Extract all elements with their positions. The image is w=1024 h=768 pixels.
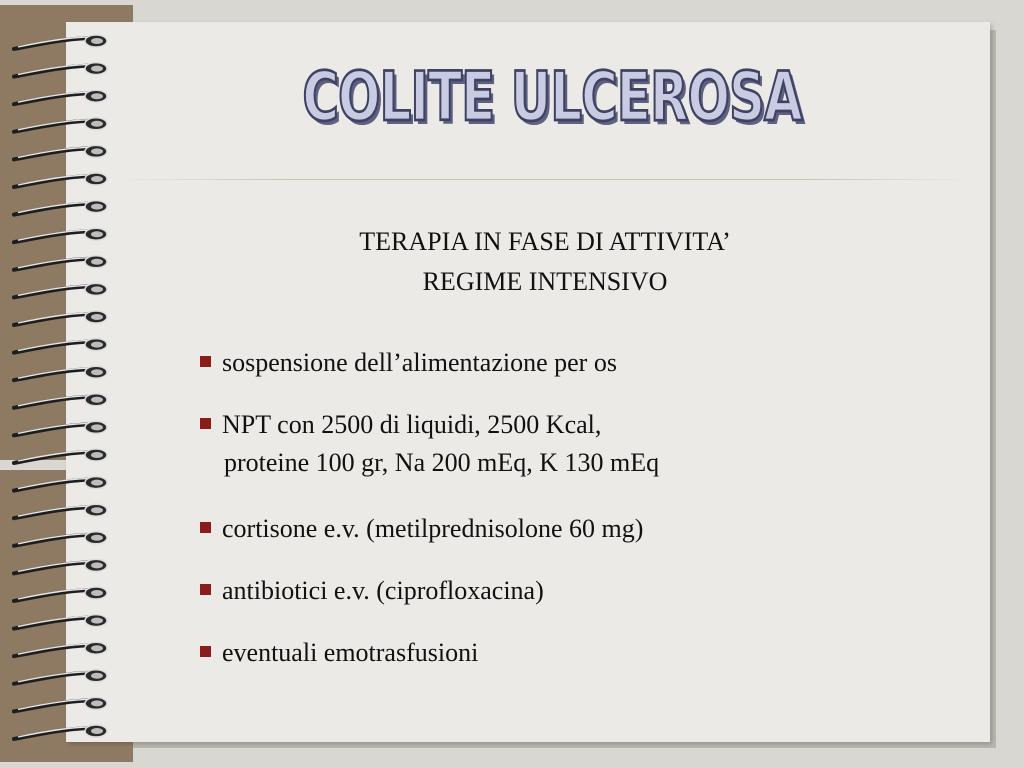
spiral-ring-icon (14, 642, 107, 656)
spiral-ring-icon (14, 559, 107, 573)
spiral-ring-icon (14, 725, 107, 739)
subtitle-line-2: REGIME INTENSIVO (422, 267, 668, 296)
spiral-ring-icon (14, 697, 107, 711)
spiral-ring-icon (14, 173, 107, 187)
square-bullet-icon (200, 522, 211, 533)
spiral-ring-icon (14, 366, 107, 380)
spiral-ring-icon (14, 283, 107, 297)
bullet-continuation: proteine 100 gr, Na 200 mEq, K 130 mEq (224, 448, 660, 477)
spiral-ring-icon (14, 145, 107, 159)
bullet-item (200, 410, 660, 477)
title-divider (120, 179, 972, 180)
spiral-ring-icon (14, 256, 107, 270)
square-bullet-icon (200, 356, 211, 367)
bullet-text: eventuali emotrasfusioni (222, 638, 479, 667)
spiral-ring-icon (14, 394, 107, 408)
spiral-ring-icon (14, 228, 107, 242)
bullet-text: antibiotici e.v. (ciprofloxacina) (222, 576, 544, 605)
spiral-ring-icon (14, 421, 107, 435)
spiral-ring-icon (14, 615, 107, 629)
subtitle-line-1: TERAPIA IN FASE DI ATTIVITA’ (359, 227, 731, 256)
bullet-text: cortisone e.v. (metilprednisolone 60 mg) (222, 514, 644, 543)
square-bullet-icon (200, 646, 211, 657)
bullet-item (200, 638, 478, 668)
spiral-ring-icon (14, 587, 107, 601)
spiral-ring-icon (14, 504, 107, 518)
spiral-ring-icon (14, 311, 107, 325)
bullet-item (200, 514, 643, 544)
square-bullet-icon (200, 418, 211, 429)
spiral-ring-icon (14, 339, 107, 353)
bullet-text: sospensione dell’alimentazione per os (222, 348, 617, 377)
spiral-ring-icon (14, 449, 107, 463)
spiral-ring-icon (14, 477, 107, 491)
spiral-ring-icon (14, 35, 107, 49)
square-bullet-icon (200, 584, 211, 595)
bullet-text: NPT con 2500 di liquidi, 2500 Kcal, (222, 410, 602, 439)
spiral-ring-icon (14, 201, 107, 215)
bullet-item (200, 348, 617, 378)
spiral-ring-icon (14, 670, 107, 684)
bullet-item (200, 576, 544, 606)
spiral-ring-icon (14, 532, 107, 546)
slide-title: COLITE ULCEROSA (302, 58, 802, 137)
